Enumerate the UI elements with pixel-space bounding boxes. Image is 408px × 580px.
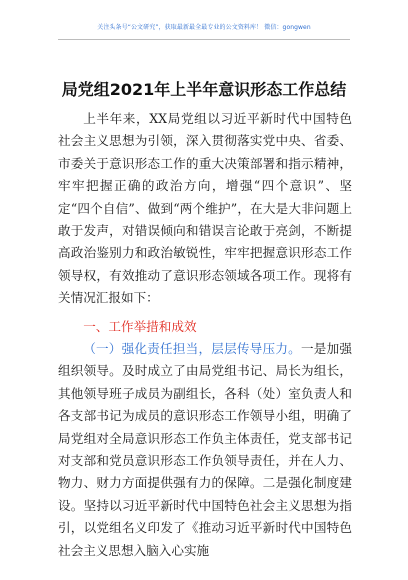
intro-paragraph xyxy=(58,108,352,310)
section-heading: 一、工作举措和成效 xyxy=(83,319,197,334)
header-banner: 关注头条号“公文研究”，获取最新最全最专业的公文资料库！ 微信：gongwen xyxy=(97,24,311,31)
subsection-text xyxy=(58,338,352,562)
header-divider xyxy=(58,39,350,40)
subsection-paragraph xyxy=(58,338,352,562)
subsection-body: 一是加强组织领导。及时成立了由局党组书记、局长为组长，其他领导班子成员为副组长，各科（处）室负责人和各支部书记为成员的意识形态工作领导小组，明确了局党组对全局意识形态工作负主体责任，党支部书记对支部和党员意识形态工作负领导责任，并在人力、物力、财力方面提供强有力的保障。二是强化制度建设。坚持以习近平新时代中国特色社会主义思想为指引，以党组名义印发了《推动习近平新时代中国特色社会主义思想入脑入心实施 xyxy=(58,341,353,558)
intro-text: 上半年来，XX局党组以习近平新时代中国特色社会主义思想为引领，深入贯彻落实党中央、省委、市委关于意识形态工作的重大决策部署和指示精神，牢牢把握正确的政治方向，增强“四个意识”、坚定“四个自信”、做到“两个维护”，在大是大非问题上敢于发声，对错误倾向和错误言论敢于亮剑，不断提高政治鉴别力和政治敏锐性，牢牢把握意识形态工作领导权，有效推动了意识形态领域各项工作。现将有关情况汇报如下： xyxy=(58,111,352,306)
subsection-heading: （一）强化责任担当，层层传导压力。 xyxy=(83,341,301,356)
document-title: 局党组2021年上半年意识形态工作总结 xyxy=(61,80,347,99)
